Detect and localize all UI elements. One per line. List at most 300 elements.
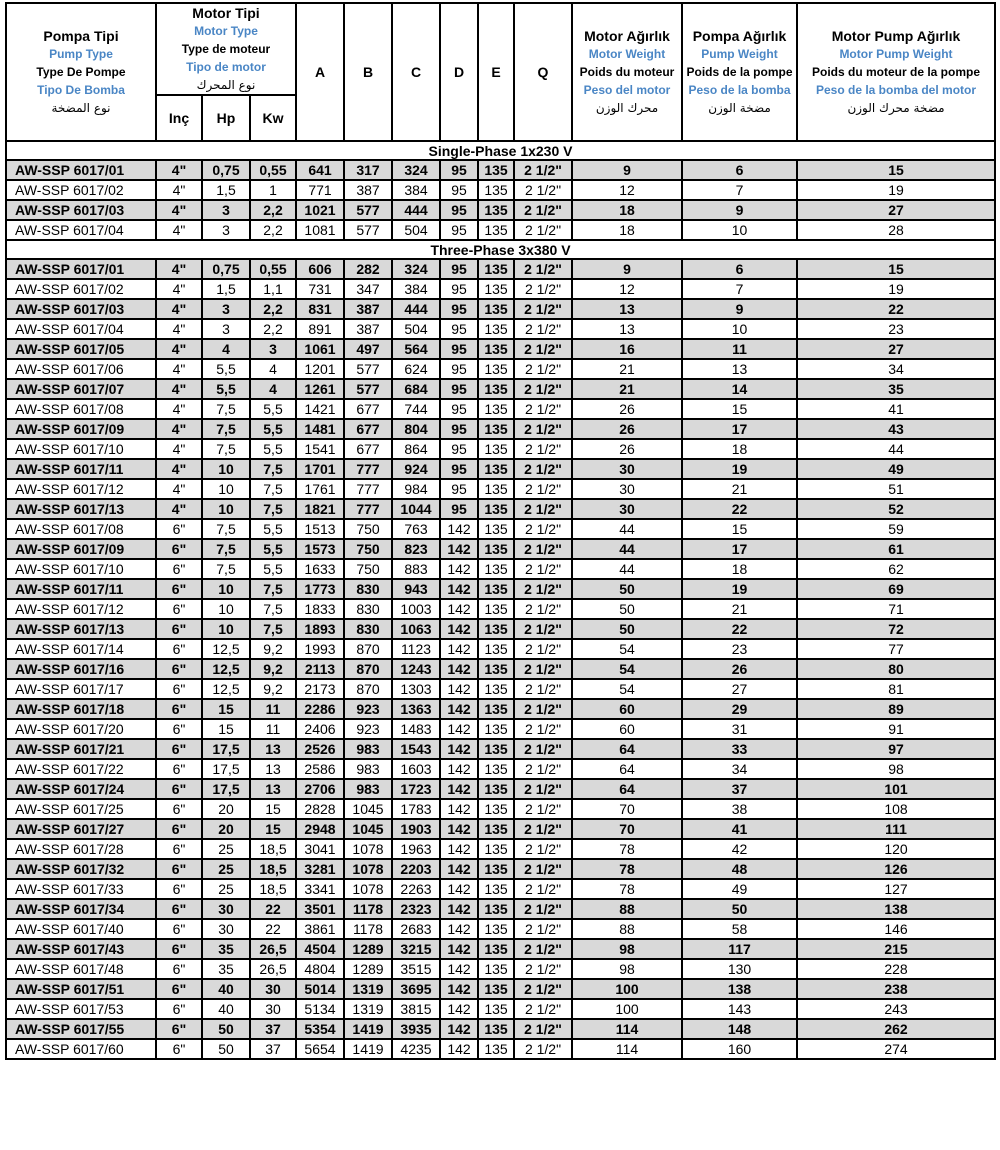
motor-inch-cell: 6": [156, 659, 202, 679]
connection-q-cell: 2 1/2": [514, 679, 572, 699]
motor-pump-weight-cell: 19: [797, 180, 995, 200]
dim-a-cell: 3501: [296, 899, 344, 919]
col-b-header: B: [344, 3, 392, 141]
dim-d-cell: 142: [440, 759, 478, 779]
motor-pump-weight-cell: 238: [797, 979, 995, 999]
dim-c-cell: 3515: [392, 959, 440, 979]
dim-a-cell: 2706: [296, 779, 344, 799]
dim-a-cell: 1993: [296, 639, 344, 659]
motor-weight-cell: 21: [572, 379, 682, 399]
dim-b-cell: 830: [344, 599, 392, 619]
dim-e-cell: 135: [478, 659, 514, 679]
table-row: [6, 299, 995, 319]
connection-q-cell: 2 1/2": [514, 659, 572, 679]
dim-b-cell: 282: [344, 259, 392, 279]
motor-hp-cell: 25: [202, 879, 250, 899]
pump-weight-cell: 138: [682, 979, 797, 999]
table-row: [6, 479, 995, 499]
pump-weight-cell: 22: [682, 499, 797, 519]
dim-a-cell: 891: [296, 319, 344, 339]
pump-weight-cell: 41: [682, 819, 797, 839]
dim-c-cell: 924: [392, 459, 440, 479]
dim-d-cell: 142: [440, 1019, 478, 1039]
dim-e-cell: 135: [478, 479, 514, 499]
dim-b-cell: 870: [344, 659, 392, 679]
dim-a-cell: 3861: [296, 919, 344, 939]
motor-inch-cell: 4": [156, 479, 202, 499]
connection-q-cell: 2 1/2": [514, 579, 572, 599]
motor-weight-cell: 114: [572, 1039, 682, 1059]
dim-d-cell: 95: [440, 339, 478, 359]
motor-hp-cell: 7,5: [202, 399, 250, 419]
dim-b-cell: 677: [344, 399, 392, 419]
dim-d-cell: 95: [440, 319, 478, 339]
motor-kw-cell: 11: [250, 699, 296, 719]
dim-e-cell: 135: [478, 799, 514, 819]
table-row: [6, 959, 995, 979]
motor-weight-cell: 78: [572, 879, 682, 899]
dim-e-cell: 135: [478, 819, 514, 839]
dim-d-cell: 95: [440, 439, 478, 459]
pump-weight-cell: 7: [682, 180, 797, 200]
motor-inch-cell: 6": [156, 1019, 202, 1039]
motor-kw-cell: 2,2: [250, 319, 296, 339]
dim-a-cell: 2113: [296, 659, 344, 679]
motor-kw-cell: 26,5: [250, 959, 296, 979]
motor-pump-weight-cell: 127: [797, 879, 995, 899]
pump-weight-cell: 15: [682, 519, 797, 539]
dim-d-cell: 142: [440, 979, 478, 999]
motor-kw-cell: 30: [250, 999, 296, 1019]
motor-hp-cell: 3: [202, 319, 250, 339]
motor-inch-cell: 6": [156, 959, 202, 979]
motor-weight-cell: 21: [572, 359, 682, 379]
dim-a-cell: 1513: [296, 519, 344, 539]
motor-weight-cell: 26: [572, 419, 682, 439]
table-row: [6, 559, 995, 579]
pump-weight-cell: 27: [682, 679, 797, 699]
motor-inch-cell: 6": [156, 939, 202, 959]
dim-d-cell: 95: [440, 259, 478, 279]
motor-inch-cell: 4": [156, 160, 202, 180]
dim-a-cell: 5354: [296, 1019, 344, 1039]
dim-a-cell: 1701: [296, 459, 344, 479]
pump-type-cell: AW-SSP 6017/11: [6, 459, 156, 479]
connection-q-cell: 2 1/2": [514, 739, 572, 759]
motor-pump-weight-cell: 111: [797, 819, 995, 839]
motor-kw-cell: 2,2: [250, 299, 296, 319]
motor-pump-weight-cell: 126: [797, 859, 995, 879]
dim-b-cell: 830: [344, 579, 392, 599]
motor-pump-weight-cell: 71: [797, 599, 995, 619]
motor-weight-cell: 64: [572, 759, 682, 779]
dim-d-cell: 95: [440, 499, 478, 519]
dim-d-cell: 142: [440, 959, 478, 979]
pump-type-cell: AW-SSP 6017/28: [6, 839, 156, 859]
pump-weight-cell: 37: [682, 779, 797, 799]
dim-b-cell: 677: [344, 439, 392, 459]
pump-weight-cell: 19: [682, 459, 797, 479]
dim-a-cell: 771: [296, 180, 344, 200]
dim-e-cell: 135: [478, 779, 514, 799]
pump-weight-cell: 18: [682, 439, 797, 459]
col-c-header: C: [392, 3, 440, 141]
pump-weight-cell: 23: [682, 639, 797, 659]
motor-hp-cell: 25: [202, 859, 250, 879]
pump-weight-cell: 11: [682, 339, 797, 359]
motor-pump-weight-cell: 138: [797, 899, 995, 919]
motor-kw-cell: 7,5: [250, 599, 296, 619]
connection-q-cell: 2 1/2": [514, 879, 572, 899]
dim-c-cell: 1723: [392, 779, 440, 799]
dim-a-cell: 2526: [296, 739, 344, 759]
dim-a-cell: 1893: [296, 619, 344, 639]
dim-e-cell: 135: [478, 959, 514, 979]
dim-e-cell: 135: [478, 579, 514, 599]
connection-q-cell: 2 1/2": [514, 220, 572, 240]
table-row: [6, 779, 995, 799]
motor-inch-cell: 6": [156, 699, 202, 719]
dim-b-cell: 750: [344, 559, 392, 579]
table-row: [6, 160, 995, 180]
motor-weight-cell: 54: [572, 659, 682, 679]
col-a-header: A: [296, 3, 344, 141]
motor-inch-cell: 6": [156, 719, 202, 739]
dim-d-cell: 95: [440, 419, 478, 439]
motor-hp-cell: 1,5: [202, 279, 250, 299]
motor-pump-weight-cell: 43: [797, 419, 995, 439]
motor-inch-cell: 6": [156, 539, 202, 559]
motor-hp-cell: 10: [202, 499, 250, 519]
motor-inch-cell: 4": [156, 499, 202, 519]
col-d-header: D: [440, 3, 478, 141]
motor-inch-cell: 6": [156, 559, 202, 579]
connection-q-cell: 2 1/2": [514, 259, 572, 279]
dim-a-cell: 2286: [296, 699, 344, 719]
table-row: [6, 220, 995, 240]
motor-type-header: Motor Tipi Motor Type Type de moteur Tipo de motor نوع المحرك: [156, 3, 296, 95]
motor-pump-weight-cell: 80: [797, 659, 995, 679]
dim-a-cell: 1021: [296, 200, 344, 220]
motor-pump-weight-cell: 243: [797, 999, 995, 1019]
motor-kw-cell: 0,55: [250, 160, 296, 180]
dim-b-cell: 1289: [344, 939, 392, 959]
dim-c-cell: 1783: [392, 799, 440, 819]
motor-kw-cell: 26,5: [250, 939, 296, 959]
pump-weight-cell: 21: [682, 479, 797, 499]
dim-e-cell: 135: [478, 1019, 514, 1039]
connection-q-cell: 2 1/2": [514, 839, 572, 859]
motor-inch-cell: 6": [156, 859, 202, 879]
dim-b-cell: 577: [344, 359, 392, 379]
dim-e-cell: 135: [478, 439, 514, 459]
motor-kw-cell: 30: [250, 979, 296, 999]
table-row: [6, 339, 995, 359]
col-e-header: E: [478, 3, 514, 141]
pump-weight-cell: 49: [682, 879, 797, 899]
connection-q-cell: 2 1/2": [514, 599, 572, 619]
table-row: [6, 279, 995, 299]
motor-kw-cell: 13: [250, 779, 296, 799]
dim-b-cell: 983: [344, 779, 392, 799]
motor-hp-cell: 10: [202, 599, 250, 619]
motor-weight-cell: 88: [572, 899, 682, 919]
dim-d-cell: 95: [440, 200, 478, 220]
motor-hp-cell: 7,5: [202, 519, 250, 539]
dim-e-cell: 135: [478, 259, 514, 279]
motor-pump-weight-cell: 27: [797, 339, 995, 359]
dim-a-cell: 3041: [296, 839, 344, 859]
table-body: [6, 141, 995, 1059]
pump-weight-cell: 160: [682, 1039, 797, 1059]
motor-hp-cell: 1,5: [202, 180, 250, 200]
motor-hp-cell: 3: [202, 220, 250, 240]
motor-weight-header: Motor Ağırlık Motor Weight Poids du moteur Peso del motor محرك الوزن: [572, 3, 682, 141]
dim-a-cell: 1833: [296, 599, 344, 619]
dim-b-cell: 1078: [344, 839, 392, 859]
dim-b-cell: 347: [344, 279, 392, 299]
connection-q-cell: 2 1/2": [514, 180, 572, 200]
motor-pump-weight-cell: 274: [797, 1039, 995, 1059]
connection-q-cell: 2 1/2": [514, 979, 572, 999]
motor-pump-weight-cell: 51: [797, 479, 995, 499]
pump-type-cell: AW-SSP 6017/02: [6, 180, 156, 200]
connection-q-cell: 2 1/2": [514, 499, 572, 519]
pump-spec-sheet: [5, 2, 996, 1060]
motor-pump-weight-cell: 108: [797, 799, 995, 819]
dim-c-cell: 1003: [392, 599, 440, 619]
dim-e-cell: 135: [478, 899, 514, 919]
dim-c-cell: 804: [392, 419, 440, 439]
motor-pump-weight-cell: 62: [797, 559, 995, 579]
motor-hp-cell: 17,5: [202, 779, 250, 799]
dim-b-cell: 923: [344, 699, 392, 719]
col-q-header: Q: [514, 3, 572, 141]
dim-e-cell: 135: [478, 839, 514, 859]
motor-weight-cell: 100: [572, 979, 682, 999]
connection-q-cell: 2 1/2": [514, 419, 572, 439]
dim-a-cell: 2586: [296, 759, 344, 779]
table-row: [6, 1019, 995, 1039]
pump-type-header: Pompa Tipi Pump Type Type De Pompe Tipo De Bomba نوع المضخة: [6, 3, 156, 141]
motor-kw-cell: 7,5: [250, 459, 296, 479]
pump-weight-cell: 10: [682, 319, 797, 339]
section-header-row: [6, 141, 995, 160]
motor-kw-cell: 1,1: [250, 279, 296, 299]
table-row: [6, 1039, 995, 1059]
motor-inch-cell: 6": [156, 759, 202, 779]
dim-b-cell: 1045: [344, 819, 392, 839]
pump-weight-cell: 10: [682, 220, 797, 240]
dim-d-cell: 95: [440, 160, 478, 180]
motor-weight-cell: 13: [572, 299, 682, 319]
dim-d-cell: 142: [440, 599, 478, 619]
pump-weight-cell: 48: [682, 859, 797, 879]
pump-type-cell: AW-SSP 6017/43: [6, 939, 156, 959]
table-row: [6, 519, 995, 539]
dim-b-cell: 387: [344, 299, 392, 319]
motor-inch-cell: 6": [156, 999, 202, 1019]
dim-d-cell: 142: [440, 799, 478, 819]
pump-weight-cell: 38: [682, 799, 797, 819]
dim-d-cell: 95: [440, 279, 478, 299]
motor-weight-cell: 13: [572, 319, 682, 339]
motor-pump-weight-cell: 19: [797, 279, 995, 299]
dim-e-cell: 135: [478, 419, 514, 439]
pump-type-cell: AW-SSP 6017/07: [6, 379, 156, 399]
dim-d-cell: 142: [440, 919, 478, 939]
connection-q-cell: 2 1/2": [514, 459, 572, 479]
dim-e-cell: 135: [478, 919, 514, 939]
motor-pump-weight-cell: 44: [797, 439, 995, 459]
table-row: [6, 999, 995, 1019]
dim-b-cell: 923: [344, 719, 392, 739]
dim-b-cell: 1319: [344, 999, 392, 1019]
pump-weight-header: Pompa Ağırlık Pump Weight Poids de la pompe Peso de la bomba مضخة الوزن: [682, 3, 797, 141]
dim-c-cell: 384: [392, 180, 440, 200]
dim-c-cell: 1483: [392, 719, 440, 739]
pump-type-cell: AW-SSP 6017/04: [6, 220, 156, 240]
motor-weight-cell: 114: [572, 1019, 682, 1039]
connection-q-cell: 2 1/2": [514, 759, 572, 779]
connection-q-cell: 2 1/2": [514, 559, 572, 579]
dim-d-cell: 142: [440, 999, 478, 1019]
pump-type-cell: AW-SSP 6017/06: [6, 359, 156, 379]
table-row: [6, 319, 995, 339]
dim-d-cell: 95: [440, 359, 478, 379]
motor-weight-cell: 26: [572, 399, 682, 419]
dim-e-cell: 135: [478, 299, 514, 319]
motor-kw-cell: 7,5: [250, 479, 296, 499]
dim-e-cell: 135: [478, 719, 514, 739]
connection-q-cell: 2 1/2": [514, 160, 572, 180]
pump-type-cell: AW-SSP 6017/48: [6, 959, 156, 979]
motor-kw-cell: 7,5: [250, 499, 296, 519]
dim-a-cell: 606: [296, 259, 344, 279]
pump-type-cell: AW-SSP 6017/34: [6, 899, 156, 919]
pump-type-cell: AW-SSP 6017/03: [6, 200, 156, 220]
pump-type-cell: AW-SSP 6017/60: [6, 1039, 156, 1059]
dim-a-cell: 2406: [296, 719, 344, 739]
motor-inch-cell: 6": [156, 879, 202, 899]
dim-d-cell: 95: [440, 459, 478, 479]
motor-hp-cell: 35: [202, 959, 250, 979]
motor-inch-cell: 6": [156, 639, 202, 659]
motor-pump-weight-cell: 52: [797, 499, 995, 519]
motor-kw-cell: 9,2: [250, 679, 296, 699]
pump-weight-cell: 130: [682, 959, 797, 979]
motor-inch-cell: 4": [156, 439, 202, 459]
pump-type-cell: AW-SSP 6017/17: [6, 679, 156, 699]
dim-c-cell: 324: [392, 160, 440, 180]
dim-b-cell: 387: [344, 319, 392, 339]
motor-hp-cell: 20: [202, 819, 250, 839]
table-row: [6, 979, 995, 999]
motor-kw-cell: 0,55: [250, 259, 296, 279]
motor-hp-cell: 50: [202, 1019, 250, 1039]
motor-weight-cell: 88: [572, 919, 682, 939]
table-row: [6, 599, 995, 619]
motor-kw-cell: 2,2: [250, 220, 296, 240]
dim-d-cell: 142: [440, 779, 478, 799]
pump-weight-cell: 26: [682, 659, 797, 679]
pump-weight-cell: 6: [682, 259, 797, 279]
pump-type-cell: AW-SSP 6017/24: [6, 779, 156, 799]
dim-a-cell: 641: [296, 160, 344, 180]
connection-q-cell: 2 1/2": [514, 399, 572, 419]
motor-hp-cell: 3: [202, 200, 250, 220]
motor-inch-cell: 6": [156, 619, 202, 639]
table-row: [6, 799, 995, 819]
motor-weight-cell: 12: [572, 180, 682, 200]
motor-weight-cell: 30: [572, 459, 682, 479]
motor-inch-cell: 4": [156, 399, 202, 419]
dim-d-cell: 142: [440, 559, 478, 579]
pump-weight-cell: 17: [682, 419, 797, 439]
pump-type-cell: AW-SSP 6017/22: [6, 759, 156, 779]
dim-a-cell: 731: [296, 279, 344, 299]
dim-d-cell: 142: [440, 539, 478, 559]
pump-weight-cell: 9: [682, 200, 797, 220]
pump-type-cell: AW-SSP 6017/12: [6, 479, 156, 499]
dim-a-cell: 5654: [296, 1039, 344, 1059]
motor-hp-cell: 7,5: [202, 439, 250, 459]
motor-hp-cell: 12,5: [202, 659, 250, 679]
motor-weight-cell: 60: [572, 699, 682, 719]
pump-weight-cell: 117: [682, 939, 797, 959]
motor-weight-cell: 98: [572, 939, 682, 959]
motor-inch-cell: 6": [156, 679, 202, 699]
motor-hp-cell: 7,5: [202, 539, 250, 559]
dim-d-cell: 95: [440, 479, 478, 499]
dim-e-cell: 135: [478, 160, 514, 180]
dim-c-cell: 3215: [392, 939, 440, 959]
pump-weight-cell: 148: [682, 1019, 797, 1039]
motor-weight-cell: 44: [572, 559, 682, 579]
dim-e-cell: 135: [478, 739, 514, 759]
motor-kw-cell: 2,2: [250, 200, 296, 220]
motor-hp-cell: 10: [202, 459, 250, 479]
motor-pump-weight-cell: 28: [797, 220, 995, 240]
motor-hp-cell: 30: [202, 899, 250, 919]
dim-b-cell: 1289: [344, 959, 392, 979]
pump-type-cell: AW-SSP 6017/10: [6, 439, 156, 459]
pump-type-cell: AW-SSP 6017/10: [6, 559, 156, 579]
motor-inch-cell: 6": [156, 579, 202, 599]
dim-c-cell: 2203: [392, 859, 440, 879]
dim-b-cell: 870: [344, 639, 392, 659]
dim-c-cell: 504: [392, 319, 440, 339]
dim-d-cell: 142: [440, 519, 478, 539]
pump-weight-cell: 19: [682, 579, 797, 599]
motor-weight-cell: 30: [572, 479, 682, 499]
connection-q-cell: 2 1/2": [514, 699, 572, 719]
motor-pump-weight-cell: 120: [797, 839, 995, 859]
connection-q-cell: 2 1/2": [514, 339, 572, 359]
table-row: [6, 839, 995, 859]
motor-kw-cell: 13: [250, 759, 296, 779]
motor-kw-cell: 18,5: [250, 839, 296, 859]
pump-weight-cell: 15: [682, 399, 797, 419]
pump-weight-cell: 14: [682, 379, 797, 399]
dim-c-cell: 564: [392, 339, 440, 359]
motor-inch-cell: 6": [156, 799, 202, 819]
motor-hp-cell: 10: [202, 579, 250, 599]
motor-weight-cell: 30: [572, 499, 682, 519]
connection-q-cell: 2 1/2": [514, 899, 572, 919]
dim-e-cell: 135: [478, 859, 514, 879]
motor-hp-cell: 5,5: [202, 379, 250, 399]
